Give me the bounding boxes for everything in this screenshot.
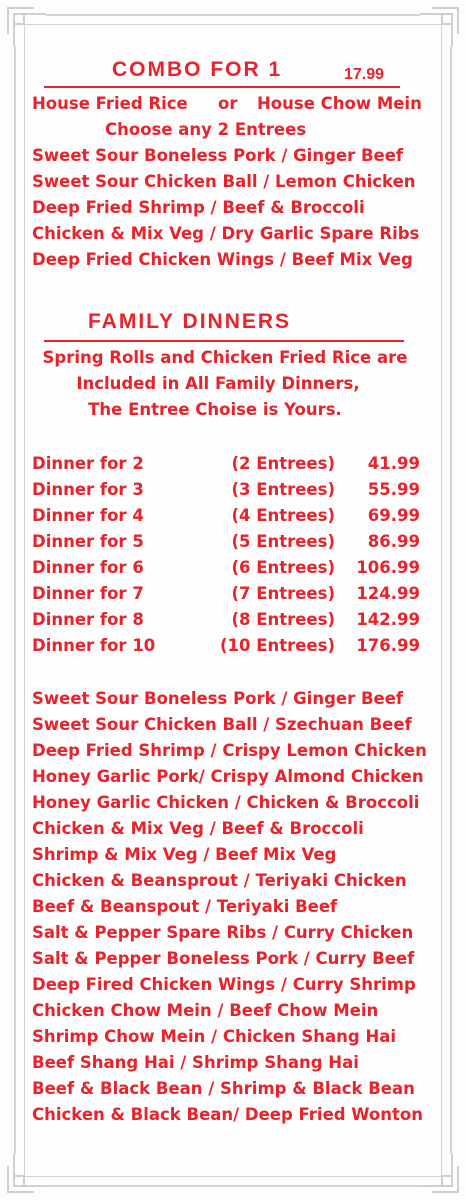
dinner-price: 41.99 xyxy=(367,454,420,473)
combo-underline xyxy=(44,86,400,88)
dinner-entrees: (2 Entrees) xyxy=(231,454,335,473)
family-intro-line: The Entree Choise is Yours. xyxy=(88,400,342,419)
dinner-row xyxy=(32,451,432,477)
combo-rice-right: House Chow Mein xyxy=(257,94,422,113)
entree-choice-line: Sweet Sour Boneless Pork / Ginger Beef xyxy=(32,689,404,708)
dinner-entrees: (5 Entrees) xyxy=(231,532,335,551)
entree-choice-line: Honey Garlic Pork/ Crispy Almond Chicken xyxy=(32,767,424,786)
dinner-price: 106.99 xyxy=(356,558,420,577)
dinner-name: Dinner for 7 xyxy=(32,584,144,603)
entree-choice-line: Sweet Sour Chicken Ball / Szechuan Beef xyxy=(32,715,412,734)
combo-entree-line: Deep Fried Chicken Wings / Beef Mix Veg xyxy=(32,250,413,269)
dinner-row xyxy=(32,581,432,607)
combo-rice-left: House Fried Rice xyxy=(32,94,188,113)
combo-choose: Choose any 2 Entrees xyxy=(105,120,307,139)
dinner-name: Dinner for 4 xyxy=(32,506,144,525)
entree-choice-line: Honey Garlic Chicken / Chicken & Broccoli xyxy=(32,793,420,812)
dinner-name: Dinner for 3 xyxy=(32,480,144,499)
dinner-name: Dinner for 6 xyxy=(32,558,144,577)
combo-or: or xyxy=(218,94,238,113)
dinner-row xyxy=(32,607,432,633)
entree-choice-line: Shrimp Chow Mein / Chicken Shang Hai xyxy=(32,1027,397,1046)
entree-choice-line: Beef Shang Hai / Shrimp Shang Hai xyxy=(32,1053,359,1072)
combo-entree-line: Sweet Sour Boneless Pork / Ginger Beef xyxy=(32,146,404,165)
entree-choice-line: Salt & Pepper Boneless Pork / Curry Beef xyxy=(32,949,415,968)
combo-title: COMBO FOR 1 xyxy=(112,58,283,81)
entree-choice-line: Chicken Chow Mein / Beef Chow Mein xyxy=(32,1001,379,1020)
dinner-price: 176.99 xyxy=(356,636,420,655)
combo-entree-line: Chicken & Mix Veg / Dry Garlic Spare Ribs xyxy=(32,224,420,243)
dinner-name: Dinner for 10 xyxy=(32,636,156,655)
corner-ornament-icon xyxy=(4,1152,48,1196)
dinner-price: 55.99 xyxy=(367,480,420,499)
dinner-row xyxy=(32,633,432,659)
entree-choice-line: Beef & Beanspout / Teriyaki Beef xyxy=(32,897,338,916)
combo-entree-line: Deep Fried Shrimp / Beef & Broccoli xyxy=(32,198,365,217)
entree-choice-line: Deep Fired Chicken Wings / Curry Shrimp xyxy=(32,975,416,994)
combo-entree-line: Sweet Sour Chicken Ball / Lemon Chicken xyxy=(32,172,416,191)
corner-ornament-icon xyxy=(4,4,48,48)
dinner-entrees: (8 Entrees) xyxy=(231,610,335,629)
dinner-row xyxy=(32,477,432,503)
dinner-entrees: (10 Entrees) xyxy=(219,636,335,655)
family-title: FAMILY DINNERS xyxy=(88,310,292,333)
entree-choice-line: Salt & Pepper Spare Ribs / Curry Chicken xyxy=(32,923,414,942)
dinner-price: 69.99 xyxy=(367,506,420,525)
dinner-row xyxy=(32,529,432,555)
combo-price: 17.99 xyxy=(344,66,385,83)
family-intro-line: Included in All Family Dinners, xyxy=(76,374,360,393)
entree-choice-line: Chicken & Beansprout / Teriyaki Chicken xyxy=(32,871,407,890)
corner-ornament-icon xyxy=(418,1152,462,1196)
entree-choice-line: Chicken & Mix Veg / Beef & Broccoli xyxy=(32,819,364,838)
entree-choice-line: Chicken & Black Bean/ Deep Fried Wonton xyxy=(32,1105,423,1124)
entree-choice-line: Shrimp & Mix Veg / Beef Mix Veg xyxy=(32,845,337,864)
dinner-price: 124.99 xyxy=(356,584,420,603)
family-underline xyxy=(44,340,404,342)
dinner-name: Dinner for 5 xyxy=(32,532,144,551)
dinner-entrees: (3 Entrees) xyxy=(231,480,335,499)
dinner-price: 86.99 xyxy=(367,532,420,551)
dinner-entrees: (4 Entrees) xyxy=(231,506,335,525)
dinner-price: 142.99 xyxy=(356,610,420,629)
family-intro-line: Spring Rolls and Chicken Fried Rice are xyxy=(42,348,408,367)
dinner-entrees: (6 Entrees) xyxy=(231,558,335,577)
dinner-row xyxy=(32,555,432,581)
dinner-name: Dinner for 8 xyxy=(32,610,144,629)
entree-choice-line: Beef & Black Bean / Shrimp & Black Bean xyxy=(32,1079,415,1098)
dinner-row xyxy=(32,503,432,529)
dinner-entrees: (7 Entrees) xyxy=(231,584,335,603)
corner-ornament-icon xyxy=(418,4,462,48)
entree-choice-line: Deep Fried Shrimp / Crispy Lemon Chicken xyxy=(32,741,427,760)
dinner-name: Dinner for 2 xyxy=(32,454,144,473)
